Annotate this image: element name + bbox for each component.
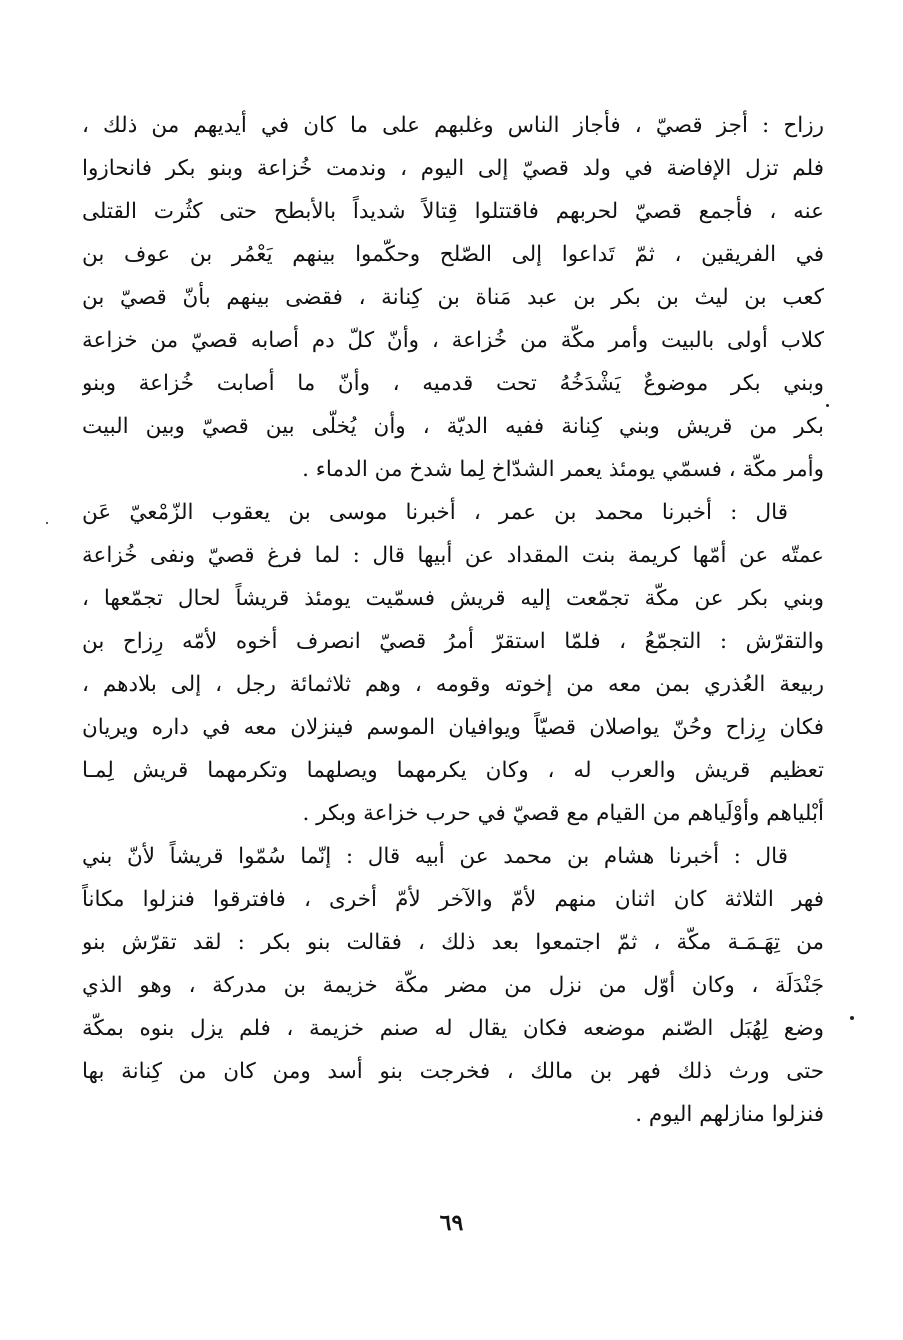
text-line: بكر من قريش وبني كِنانة ففيه الديّة ، وأن يُخلّى بين قصيّ وبين البيت	[82, 414, 824, 439]
text-line: كعب بن ليث بن بكر بن عبد مَناة بن كِنانة ، فقضى بينهم بأنّ قصيّ بن	[82, 285, 824, 310]
text-line: جَنْدَلَة ، وكان أوّل من نزل من مضر مكّة خزيمة بن مدركة ، وهو الذي	[82, 973, 824, 998]
body-text	[82, 104, 824, 1136]
text-line: وضع لِهُبَل الصّنم موضعه فكان يقال له صنم خزيمة ، فلم يزل بنوه بمكّة	[82, 1016, 824, 1041]
text-line: فهر الثلاثة كان اثنان منهم لأمّ والآخر لأمّ أخرى ، فافترقوا فنزلوا مكاناً	[82, 887, 824, 912]
text-line: فلم تزل الإفاضة في ولد قصيّ إلى اليوم ، وندمت خُزاعة وبنو بكر فانحازوا	[82, 156, 824, 181]
paragraph	[82, 104, 824, 491]
text-line: فكان رِزاح وحُنّ يواصلان قصيّاً ويوافيان الموسم فينزلان معه في داره ويريان	[82, 715, 824, 740]
text-line: عنه ، فأجمع قصيّ لحربهم فاقتتلوا قِتالاً شديداً بالأبطح حتى كثُرت القتلى	[82, 199, 824, 224]
text-line: رزاح : أجز قصيّ ، فأجاز الناس وغلبهم على ما كان في أيديهم من ذلك ،	[82, 113, 824, 138]
paragraph	[82, 491, 824, 835]
margin-speck	[850, 1016, 854, 1020]
page-number: ٦٩	[439, 1210, 464, 1236]
text-line: قال : أخبرنا هشام بن محمد عن أبيه قال : إنّما سُمّوا قريشاً لأنّ بني	[82, 844, 788, 869]
text-line: عمتّه عن أمّها كريمة بنت المقداد عن أبيها قال : لما فرغ قصيّ ونفى خُزاعة	[82, 543, 824, 568]
text-line: وبني بكر عن مكّة تجمّعت إليه قريش فسمّيت يومئذ قريشاً لحال تجمّعها ،	[82, 586, 824, 611]
margin-speck	[46, 522, 48, 524]
text-line: قال : أخبرنا محمد بن عمر ، أخبرنا موسى بن يعقوب الزّمْعيّ عَن	[82, 500, 788, 525]
text-line: في الفريقين ، ثمّ تَداعوا إلى الصّلح وحكّموا بينهم يَعْمُر بن عوف بن	[82, 242, 824, 267]
text-line: فنزلوا منازلهم اليوم .	[635, 1102, 824, 1127]
text-line: وأمر مكّة ، فسمّي يومئذ يعمر الشدّاخ لِما شدخ من الدماء .	[302, 457, 824, 482]
text-line: من تِهَـمَـة مكّة ، ثمّ اجتمعوا بعد ذلك ، فقالت بنو بكر : لقد تقرّش بنو	[82, 930, 824, 955]
text-line: والتقرّش : التجمّعُ ، فلمّا استقرّ أمرُ قصيّ انصرف أخوه لأمّه رِزاح بن	[82, 629, 824, 654]
text-line: تعظيم قريش والعرب له ، وكان يكرمهما ويصلهما وتكرمهما قريش لِمـا	[82, 758, 824, 783]
paragraph	[82, 835, 824, 1136]
text-line: أبْلياهم وأوْلَياهم من القيام مع قصيّ في حرب خزاعة وبكر .	[302, 801, 824, 826]
text-line: كلاب أولى بالبيت وأمر مكّة من خُزاعة ، وأنّ كلّ دم أصابه قصيّ من خزاعة	[82, 328, 824, 353]
text-line: حتى ورث ذلك فهر بن مالك ، فخرجت بنو أسد ومن كان من كِنانة بها	[82, 1059, 824, 1084]
text-line: وبني بكر موضوعٌ يَشْدَخُهُ تحت قدميه ، وأنّ ما أصابت خُزاعة وبنو	[82, 371, 824, 396]
margin-speck	[826, 404, 829, 407]
text-line: ربيعة العُذري بمن معه من إخوته وقومه ، وهم ثلاثمائة رجل ، إلى بلادهم ،	[82, 672, 824, 697]
